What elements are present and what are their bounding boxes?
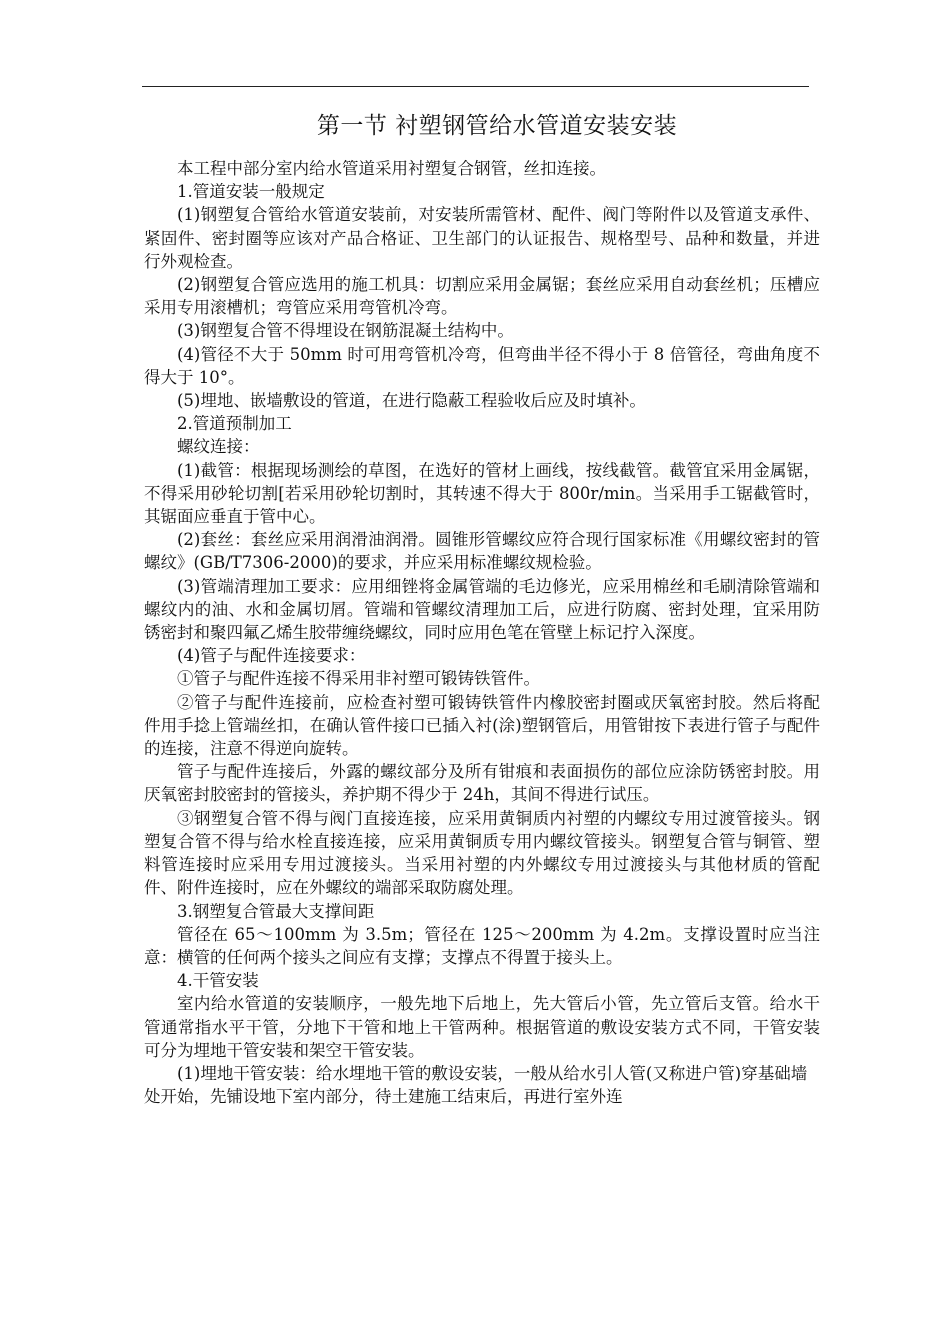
paragraph: (2)套丝：套丝应采用润滑油润滑。圆锥形管螺纹应符合现行国家标准《用螺纹密封的管螺纹》(GB/T7306-2000)的要求，并应采用标准螺纹规检验。 <box>144 530 820 573</box>
paragraph: (4)管径不大于 50mm 时可用弯管机冷弯，但弯曲半径不得小于 8 倍管径，弯曲角度不得大于 10°。 <box>144 344 820 387</box>
paragraph: (1)截管：根据现场测绘的草图，在选好的管材上画线，按线截管。截管宜采用金属锯，不得采用砂轮切割[若采用砂轮切割时，其转速不得大于 800r/min。当采用手工锯截管时，其锯面应垂直于管中心。 <box>144 460 820 527</box>
header-rule <box>142 86 809 87</box>
section-heading: 1.管道安装一般规定 <box>177 182 325 202</box>
paragraph: (4)管子与配件连接要求： <box>177 646 366 666</box>
document-title: 第一节 衬塑钢管给水管道安装安装 <box>316 113 678 139</box>
subheading: 螺纹连接： <box>177 437 260 457</box>
paragraph: (1)埋地干管安装：给水埋地干管的敷设安装，一般从给水引人管(又称进户管)穿基础墙处开始，先铺设地下室内部分，待土建施工结束后，再进行室外连 <box>144 1063 808 1107</box>
paragraph: (3)钢塑复合管不得埋设在钢筋混凝土结构中。 <box>177 321 514 341</box>
paragraph: 室内给水管道的安装顺序，一般先地下后地上，先大管后小管，先立管后支管。给水干管通常指水平干管，分地下干管和地上干管两种。根据管道的敷设安装方式不同，干管安装可分为埋地干管安装和架空干管安装。 <box>144 994 820 1060</box>
paragraph: (5)埋地、嵌墙敷设的管道，在进行隐蔽工程验收后应及时填补。 <box>177 391 646 411</box>
paragraph: 管子与配件连接后，外露的螺纹部分及所有钳痕和表面损伤的部位应涂防锈密封胶。用厌氧密封胶密封的管接头，养护期不得少于 24h，其间不得进行试压。 <box>144 762 820 805</box>
section-heading: 2.管道预制加工 <box>177 414 292 434</box>
section-heading: 4.干管安装 <box>177 971 259 991</box>
paragraph: (3)管端清理加工要求：应用细锉将金属管端的毛边修光，应采用棉丝和毛刷清除管端和螺纹内的油、水和金属切屑。管端和管螺纹清理加工后，应进行防腐、密封处理，宜采用防锈密封和聚四氟乙烯生胶带缠绕螺纹，同时应用色笔在管壁上标记拧入深度。 <box>144 576 820 643</box>
paragraph: ②管子与配件连接前，应检查衬塑可锻铸铁管件内橡胶密封圈或厌氧密封胶。然后将配件用手捻上管端丝扣，在确认管件接口已插入衬(涂)塑钢管后，用管钳按下表进行管子与配件的连接，注意不得逆向旋转。 <box>144 692 820 759</box>
paragraph: ①管子与配件连接不得采用非衬塑可锻铸铁管件。 <box>177 669 540 689</box>
paragraph: (1)钢塑复合管给水管道安装前，对安装所需管材、配件、阀门等附件以及管道支承件、紧固件、密封圈等应该对产品合格证、卫生部门的认证报告、规格型号、品种和数量，并进行外观检查。 <box>144 205 820 271</box>
document-body <box>144 157 820 1108</box>
paragraph: 本工程中部分室内给水管道采用衬塑复合钢管，丝扣连接。 <box>177 159 606 178</box>
paragraph: (2)钢塑复合管应选用的施工机具：切割应采用金属锯；套丝应采用自动套丝机；压槽应采用专用滚槽机；弯管应采用弯管机冷弯。 <box>144 275 820 318</box>
paragraph: 管径在 65～100mm 为 3.5m；管径在 125～200mm 为 4.2m。支撑设置时应当注意：横管的任何两个接头之间应有支撑；支撑点不得置于接头上。 <box>144 924 820 967</box>
paragraph: ③钢塑复合管不得与阀门直接连接，应采用黄铜质内衬塑的内螺纹专用过渡管接头。钢塑复合管不得与给水栓直接连接，应采用黄铜质专用内螺纹管接头。钢塑复合管与铜管、塑料管连接时应采用专用过渡接头。当采用衬塑的内外螺纹专用过渡接头与其他材质的管配件、附件连接时，应在外螺纹的端部采取防腐处理。 <box>144 808 820 898</box>
section-heading: 3.钢塑复合管最大支撑间距 <box>177 901 375 921</box>
